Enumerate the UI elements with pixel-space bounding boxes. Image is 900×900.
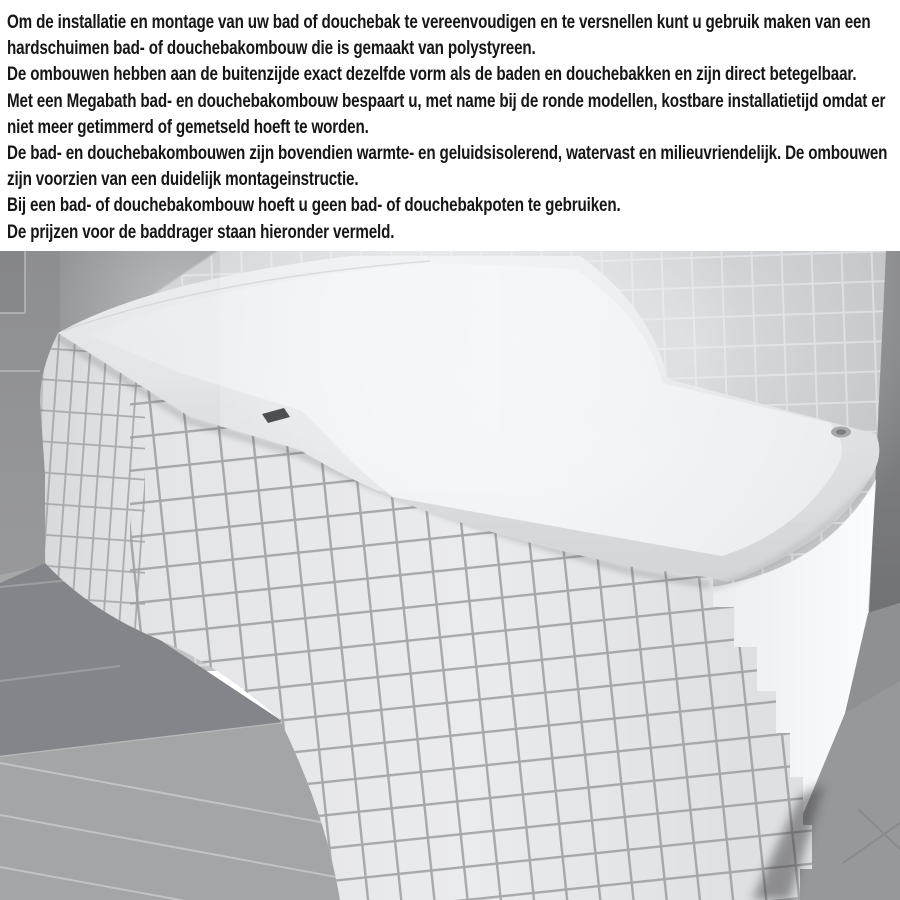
intro-text xyxy=(0,0,900,251)
intro-line: De prijzen voor de baddrager staan hieronder vermeld. xyxy=(7,220,395,243)
intro-line: hardschuimen bad- of douchebakombouw die is gemaakt van polystyreen. xyxy=(7,37,536,60)
light-haze xyxy=(500,251,900,521)
bathtub-surround-photo xyxy=(0,251,900,900)
intro-line: De ombouwen hebben aan de buitenzijde exact dezelfde vorm als de baden en douchebakken en zijn direct betegelbaar. xyxy=(7,63,857,86)
intro-line: Met een Megabath bad- en douchebakombouw bespaart u, met name bij de ronde modellen, kostbare installatietijd omdat er xyxy=(7,89,886,112)
intro-line: De bad- en douchebakombouwen zijn bovendien warmte- en geluidsisolerend, watervast en milieuvriendelijk. De ombouwen xyxy=(7,142,888,165)
intro-line: zijn voorzien van een duidelijk montageinstructie. xyxy=(7,168,359,191)
intro-line: Om de installatie en montage van uw bad of douchebak te vereenvoudigen en te versnellen kunt u gebruik maken van een xyxy=(7,11,871,33)
overflow-fitting xyxy=(831,427,851,438)
product-photo xyxy=(0,251,900,900)
intro-line: Bij een bad- of douchebakombouw hoeft u geen bad- of douchebakpoten te gebruiken. xyxy=(7,194,621,217)
intro-line: niet meer getimmerd of gemetseld hoeft te worden. xyxy=(7,115,369,138)
